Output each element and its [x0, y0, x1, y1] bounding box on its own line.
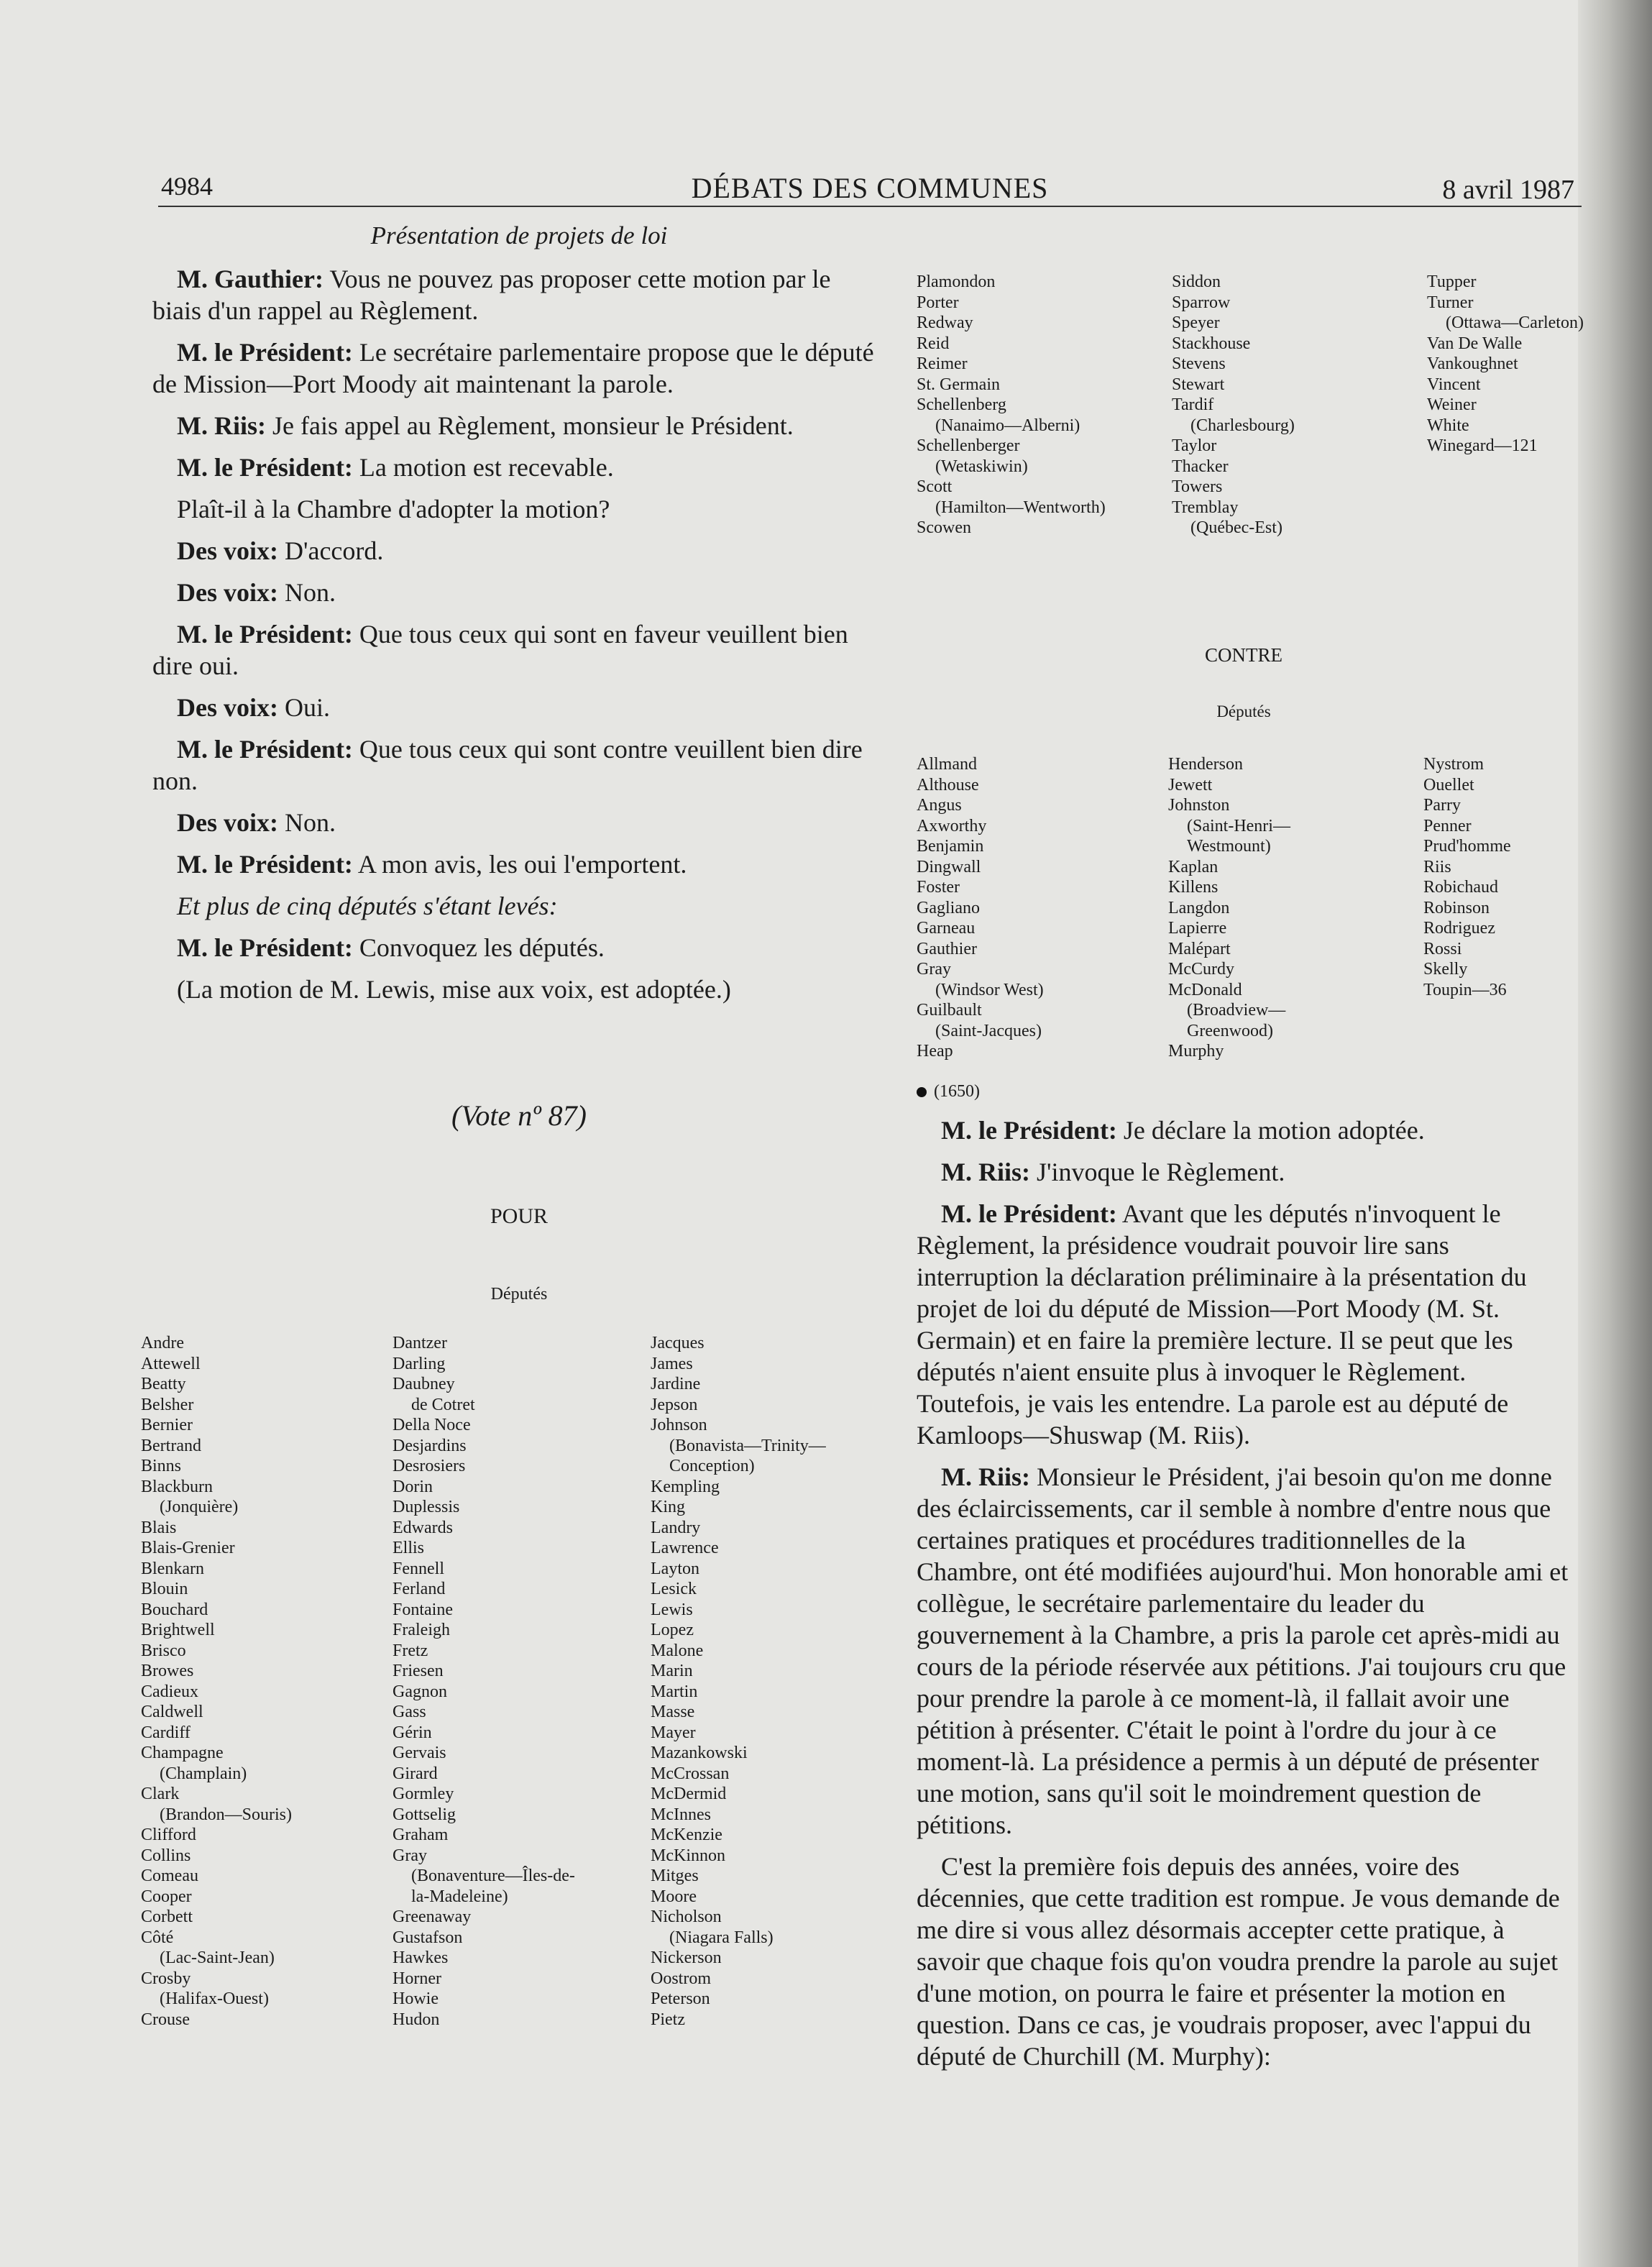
member-name: Desrosiers	[393, 1457, 466, 1475]
member-name: Weiner	[1427, 395, 1477, 414]
member-name: Mitges	[651, 1867, 699, 1885]
member-name: Westmount)	[1187, 837, 1271, 856]
speaker-name: Des voix:	[177, 693, 278, 722]
speech-paragraph	[152, 410, 886, 441]
member-name: Attewell	[141, 1354, 201, 1373]
member-name: Killens	[1168, 878, 1219, 897]
member-name: Prud'homme	[1423, 837, 1511, 856]
member-name: Schellenberg	[917, 395, 1006, 414]
member-name: Beatty	[141, 1375, 186, 1393]
contre-column-1	[917, 754, 1044, 1062]
member-name: Graham	[393, 1826, 449, 1844]
speech-paragraph	[152, 452, 886, 483]
member-name: (Broadview—	[1187, 1001, 1286, 1020]
member-name: Peterson	[651, 1989, 710, 2008]
member-name: Brisco	[141, 1641, 186, 1660]
member-name: Brightwell	[141, 1621, 215, 1639]
member-name: Greenwood)	[1187, 1021, 1273, 1040]
member-name: McCrossan	[651, 1764, 730, 1783]
member-name: Nicholson	[651, 1908, 722, 1926]
member-name: Lawrence	[651, 1539, 719, 1557]
member-name: Reimer	[917, 354, 968, 373]
pour-continued-column-2	[1172, 272, 1295, 539]
member-name: Turner	[1427, 293, 1474, 312]
member-name: Gagnon	[393, 1682, 447, 1701]
member-name: McKenzie	[651, 1826, 722, 1844]
member-name: James	[651, 1354, 693, 1373]
member-name: Della Noce	[393, 1416, 471, 1434]
member-name: Pietz	[651, 2010, 685, 2029]
member-name: Collins	[141, 1846, 191, 1865]
member-name: (Saint-Henri—	[1187, 816, 1290, 835]
speech-text: Le secrétaire parlementaire propose que le député de Mission—Port Moody ait maintenant la parole.	[152, 338, 874, 398]
member-name: Foster	[917, 878, 960, 897]
member-name: Taylor	[1172, 436, 1217, 455]
speech-text: Non.	[277, 578, 336, 607]
speech-text: La motion est recevable.	[352, 453, 614, 482]
pour-continued-column-3	[1427, 272, 1584, 457]
member-name: Towers	[1172, 477, 1223, 496]
member-name: Howie	[393, 1989, 439, 2008]
member-name: Cardiff	[141, 1723, 191, 1742]
member-name: Lopez	[651, 1621, 694, 1639]
member-name: Stackhouse	[1172, 334, 1251, 353]
pour-continued-names	[917, 272, 1584, 559]
speech-paragraph	[152, 733, 886, 797]
member-name: Tremblay	[1172, 498, 1239, 517]
member-name: St. Germain	[917, 375, 1000, 394]
member-name: Corbett	[141, 1908, 193, 1926]
member-name: Darling	[393, 1354, 446, 1373]
member-name: Clark	[141, 1785, 180, 1803]
speech-paragraph	[152, 577, 886, 608]
member-name: Sparrow	[1172, 293, 1231, 312]
member-name: Langdon	[1168, 898, 1230, 917]
speaker-name: Des voix:	[177, 808, 278, 837]
member-name: Van De Walle	[1427, 334, 1523, 353]
member-name: Malone	[651, 1641, 704, 1660]
member-name: Parry	[1423, 796, 1461, 815]
member-name: (Charlesbourg)	[1190, 416, 1295, 435]
member-name: Bouchard	[141, 1600, 208, 1619]
left-column	[141, 221, 886, 2052]
member-name: Ferland	[393, 1580, 446, 1598]
pour-column-2	[393, 1333, 575, 2030]
speaker-name: Des voix:	[177, 536, 278, 565]
speech-paragraph	[152, 618, 886, 682]
member-name: Reid	[917, 334, 950, 353]
member-name: Gass	[393, 1703, 426, 1721]
member-name: Jardine	[651, 1375, 701, 1393]
member-name: la-Madeleine)	[411, 1887, 508, 1906]
member-name: Jewett	[1168, 775, 1213, 794]
member-name: Blais-Grenier	[141, 1539, 235, 1557]
member-name: Vincent	[1427, 375, 1481, 394]
member-name: Vankoughnet	[1427, 354, 1518, 373]
member-name: Conception)	[669, 1457, 755, 1475]
member-name: Browes	[141, 1662, 194, 1680]
member-name: Andre	[141, 1334, 184, 1352]
member-name: Layton	[651, 1559, 699, 1578]
member-name: McKinnon	[651, 1846, 725, 1865]
contre-names	[917, 754, 1571, 1078]
footnote-text: (1650)	[934, 1082, 980, 1101]
member-name: Mazankowski	[651, 1744, 748, 1762]
member-name: Clifford	[141, 1826, 196, 1844]
member-name: Stevens	[1172, 354, 1226, 373]
speaker-name: M. Riis:	[941, 1462, 1030, 1491]
member-name: Blackburn	[141, 1477, 213, 1496]
member-name: Rossi	[1423, 939, 1462, 958]
speech-text: Monsieur le Président, j'ai besoin qu'on me donne des éclaircissements, car il semble à nombre d'entre nous que certaines pratiques et procédures traditionnelles de la Chambre, ont été modifiées aujourd'hui. Mon honorable ami et collègue, le secrétaire parlementaire du leader du gouvernement à la Chambre, a pris la parole cet après-midi au cours de la période réservée aux pétitions. J'ai toujours cru que pour prendre la parole à ce moment-là, il fallait avoir une pétition à présenter. C'était le point à l'ordre du jour à ce moment-là. La présidence a permis à un député de présenter une motion, sans qu'il soit le moindrement question de pétitions.	[917, 1462, 1569, 1839]
journal-title: DÉBATS DES COMMUNES	[691, 172, 1049, 204]
member-name: Ellis	[393, 1539, 425, 1557]
speaker-name: M. le Président:	[177, 453, 353, 482]
member-name: Gervais	[393, 1744, 446, 1762]
member-name: Binns	[141, 1457, 182, 1475]
speaker-name: M. Riis:	[177, 411, 266, 440]
member-name: Daubney	[393, 1375, 455, 1393]
member-name: Blais	[141, 1518, 177, 1537]
member-name: Cadieux	[141, 1682, 198, 1701]
member-name: Blenkarn	[141, 1559, 204, 1578]
member-name: Axworthy	[917, 816, 987, 835]
member-name: Lewis	[651, 1600, 693, 1619]
left-paragraphs	[152, 263, 886, 880]
member-name: Schellenberger	[917, 436, 1020, 455]
member-name: (Québec-Est)	[1190, 518, 1282, 537]
member-name: Oostrom	[651, 1969, 711, 1988]
pour-names	[141, 1333, 886, 2052]
member-name: Gagliano	[917, 898, 980, 917]
right-paragraphs	[917, 1114, 1571, 2072]
speech-text: Que tous ceux qui sont en faveur veuillent bien dire oui.	[152, 620, 848, 680]
member-name: Belsher	[141, 1395, 194, 1414]
member-name: (Jonquière)	[160, 1498, 239, 1516]
member-name: Lesick	[651, 1580, 697, 1598]
speech-paragraph	[917, 1198, 1571, 1451]
member-name: Siddon	[1172, 273, 1221, 291]
member-name: Crosby	[141, 1969, 191, 1988]
member-name: Guilbault	[917, 1001, 982, 1020]
deputes-label: Députés	[490, 1285, 548, 1304]
member-name: Skelly	[1423, 960, 1468, 979]
member-name: Fraleigh	[393, 1621, 450, 1639]
member-name: (Brandon—Souris)	[160, 1805, 292, 1824]
member-name: Malépart	[1168, 939, 1231, 958]
member-name: Moore	[651, 1887, 697, 1906]
speaker-name: M. le Président:	[177, 735, 353, 764]
member-name: McDermid	[651, 1785, 727, 1803]
member-name: Allmand	[917, 755, 977, 774]
member-name: Johnston	[1168, 796, 1230, 815]
member-name: (Bonavista—Trinity—	[669, 1436, 826, 1455]
member-name: Angus	[917, 796, 962, 815]
speech-paragraph	[917, 1156, 1571, 1188]
bullet-icon	[917, 1087, 927, 1097]
speech-paragraph	[917, 1851, 1571, 2072]
member-name: Winegard—121	[1427, 436, 1538, 455]
speaker-name: M. Gauthier:	[177, 265, 323, 293]
speech-paragraph	[917, 1461, 1571, 1841]
member-name: Robichaud	[1423, 878, 1498, 897]
member-name: Greenaway	[393, 1908, 472, 1926]
member-name: Martin	[651, 1682, 698, 1701]
member-name: Gustafson	[393, 1928, 463, 1947]
member-name: Marin	[651, 1662, 693, 1680]
member-name: Cooper	[141, 1887, 192, 1906]
member-name: Rodriguez	[1423, 919, 1495, 938]
speech-paragraph	[152, 807, 886, 838]
member-name: Landry	[651, 1518, 701, 1537]
member-name: Riis	[1423, 857, 1451, 876]
member-name: Robinson	[1423, 898, 1490, 917]
member-name: Gray	[917, 960, 951, 979]
contre-column-2	[1168, 754, 1290, 1062]
member-name: Stewart	[1172, 375, 1225, 394]
speech-text: Non.	[277, 808, 336, 837]
member-name: Crouse	[141, 2010, 190, 2029]
member-name: McCurdy	[1168, 960, 1234, 979]
member-name: Fontaine	[393, 1600, 453, 1619]
member-name: White	[1427, 416, 1469, 435]
speaker-name: Des voix:	[177, 578, 278, 607]
member-name: McDonald	[1168, 980, 1242, 999]
speaker-name: M. le Président:	[941, 1116, 1117, 1145]
member-name: Fennell	[393, 1559, 444, 1578]
member-name: (Lac-Saint-Jean)	[160, 1948, 275, 1967]
member-name: Nickerson	[651, 1948, 722, 1967]
speech-text: Vous ne pouvez pas proposer cette motion par le biais d'un rappel au Règlement.	[152, 265, 831, 325]
speaker-name: M. le Président:	[177, 338, 353, 367]
member-name: Ouellet	[1423, 775, 1474, 794]
member-name: Kaplan	[1168, 857, 1219, 876]
member-name: Henderson	[1168, 755, 1243, 774]
member-name: Bertrand	[141, 1436, 201, 1455]
member-name: Thacker	[1172, 457, 1229, 476]
italic-note: Et plus de cinq députés s'étant levés:	[177, 892, 558, 920]
page-header	[158, 170, 1582, 207]
member-name: Plamondon	[917, 273, 996, 291]
member-name: Hudon	[393, 2010, 440, 2029]
member-name: Murphy	[1168, 1042, 1224, 1061]
pour-label: POUR	[490, 1204, 549, 1228]
member-name: Scowen	[917, 518, 971, 537]
member-name: Blouin	[141, 1580, 188, 1598]
member-name: Porter	[917, 293, 959, 312]
member-name: Jacques	[651, 1334, 705, 1352]
member-name: Girard	[393, 1764, 438, 1783]
member-name: Côté	[141, 1928, 174, 1947]
member-name: Johnson	[651, 1416, 707, 1434]
member-name: Nystrom	[1423, 755, 1484, 774]
timestamp-footnote	[917, 1082, 1571, 1102]
left-after-paragraphs	[152, 932, 886, 1005]
member-name: Mayer	[651, 1723, 696, 1742]
member-name: Bernier	[141, 1416, 193, 1434]
member-name: Friesen	[393, 1662, 444, 1680]
speaker-name: M. le Président:	[177, 933, 353, 962]
contre-deputes-label: Députés	[1216, 702, 1271, 720]
member-name: Gottselig	[393, 1805, 456, 1824]
member-name: Heap	[917, 1042, 953, 1061]
member-name: Horner	[393, 1969, 441, 1988]
speech-text: Oui.	[277, 693, 330, 722]
speech-paragraph	[152, 932, 886, 963]
pour-column-1	[141, 1333, 292, 2030]
member-name: (Wetaskiwin)	[935, 457, 1028, 476]
speech-text: Que tous ceux qui sont contre veuillent bien dire non.	[152, 735, 863, 795]
member-name: (Bonaventure—Îles-de-	[411, 1867, 575, 1885]
page-edge	[1578, 0, 1652, 2267]
speech-paragraph	[152, 493, 886, 525]
speaker-name: M. Riis:	[941, 1158, 1030, 1186]
member-name: (Windsor West)	[935, 980, 1044, 999]
speech-text: C'est la première fois depuis des années, voire des décennies, que cette tradition est rompue. Je vous demande de me dire si vous allez désormais accepter cette pratique, à savoir que chaque fois qu'on voudra prendre la parole au sujet d'une motion, on pourra le faire et présenter la motion en question. Dans ce cas, je voudrais proposer, avec l'appui du député de Churchill (M. Murphy):	[917, 1852, 1560, 2071]
member-name: Hawkes	[393, 1948, 449, 1967]
member-name: de Cotret	[411, 1395, 475, 1414]
vote-label: (Vote nº 87)	[451, 1099, 587, 1132]
speech-paragraph	[152, 974, 886, 1005]
member-name: Scott	[917, 477, 953, 496]
speaker-name: M. le Président:	[941, 1199, 1117, 1228]
member-name: Dorin	[393, 1477, 433, 1496]
speaker-name: M. le Président:	[177, 850, 353, 879]
member-name: Garneau	[917, 919, 976, 938]
member-name: Edwards	[393, 1518, 453, 1537]
member-name: Althouse	[917, 775, 979, 794]
speech-text: Avant que les députés n'invoquent le Règlement, la présidence voudrait pouvoir lire sans interruption la déclaration préliminaire à la présentation du projet de loi du député de Mission—Port Moody (M. St. Germain) et en faire la première lecture. Il se peut que les députés n'aient ensuite plus à invoquer le Règlement. Toutefois, je vais les entendre. La parole est au député de Kamloops—Shuswap (M. Riis).	[917, 1199, 1527, 1449]
member-name: Tardif	[1172, 395, 1214, 414]
speech-paragraph	[152, 263, 886, 326]
speech-paragraph	[152, 535, 886, 567]
member-name: Champagne	[141, 1744, 224, 1762]
member-name: Toupin—36	[1423, 980, 1507, 999]
member-name: King	[651, 1498, 685, 1516]
member-name: Comeau	[141, 1867, 198, 1885]
member-name: (Hamilton—Wentworth)	[935, 498, 1106, 517]
member-name: Gray	[393, 1846, 427, 1865]
speech-text: D'accord.	[277, 536, 384, 565]
member-name: Dingwall	[917, 857, 981, 876]
member-name: Desjardins	[393, 1436, 467, 1455]
speaker-name: M. le Président:	[177, 620, 353, 649]
member-name: Duplessis	[393, 1498, 460, 1516]
member-name: Jepson	[651, 1395, 698, 1414]
member-name: Benjamin	[917, 837, 984, 856]
speech-text: J'invoque le Règlement.	[1029, 1158, 1285, 1186]
member-name: (Niagara Falls)	[669, 1928, 774, 1947]
speech-text: Plaît-il à la Chambre d'adopter la motion?	[177, 495, 610, 523]
member-name: (Champlain)	[160, 1764, 247, 1783]
speech-paragraph	[152, 336, 886, 400]
speech-text: Je fais appel au Règlement, monsieur le Président.	[265, 411, 794, 440]
member-name: Kempling	[651, 1477, 720, 1496]
member-name: Masse	[651, 1703, 695, 1721]
contre-column-3	[1423, 754, 1511, 1000]
page-date: 8 avril 1987	[1442, 175, 1574, 205]
member-name: Tupper	[1427, 273, 1477, 291]
section-title: Présentation de projets de loi	[370, 221, 668, 249]
member-name: (Nanaimo—Alberni)	[935, 416, 1080, 435]
speech-paragraph	[917, 1114, 1571, 1146]
member-name: Speyer	[1172, 313, 1220, 332]
speech-paragraph	[152, 848, 886, 880]
member-name: (Halifax-Ouest)	[160, 1989, 269, 2008]
speech-text: Je déclare la motion adoptée.	[1116, 1116, 1425, 1145]
pour-column-3	[651, 1333, 826, 2030]
speech-text: A mon avis, les oui l'emportent.	[352, 850, 687, 879]
member-name: McInnes	[651, 1805, 711, 1824]
member-name: Dantzer	[393, 1334, 447, 1352]
member-name: Gérin	[393, 1723, 432, 1742]
member-name: Lapierre	[1168, 919, 1227, 938]
member-name: Redway	[917, 313, 973, 332]
speech-text: Convoquez les députés.	[352, 933, 605, 962]
member-name: Gormley	[393, 1785, 454, 1803]
member-name: Gauthier	[917, 939, 977, 958]
right-column	[917, 272, 1584, 2082]
member-name: Fretz	[393, 1641, 428, 1660]
page-number: 4984	[161, 172, 213, 201]
speech-text: (La motion de M. Lewis, mise aux voix, est adoptée.)	[177, 975, 731, 1004]
member-name: (Saint-Jacques)	[935, 1021, 1042, 1040]
contre-label: CONTRE	[1205, 644, 1282, 666]
pour-continued-column-1	[917, 272, 1106, 539]
member-name: (Ottawa—Carleton)	[1446, 313, 1584, 332]
member-name: Penner	[1423, 816, 1472, 835]
speech-paragraph	[152, 692, 886, 723]
member-name: Caldwell	[141, 1703, 203, 1721]
